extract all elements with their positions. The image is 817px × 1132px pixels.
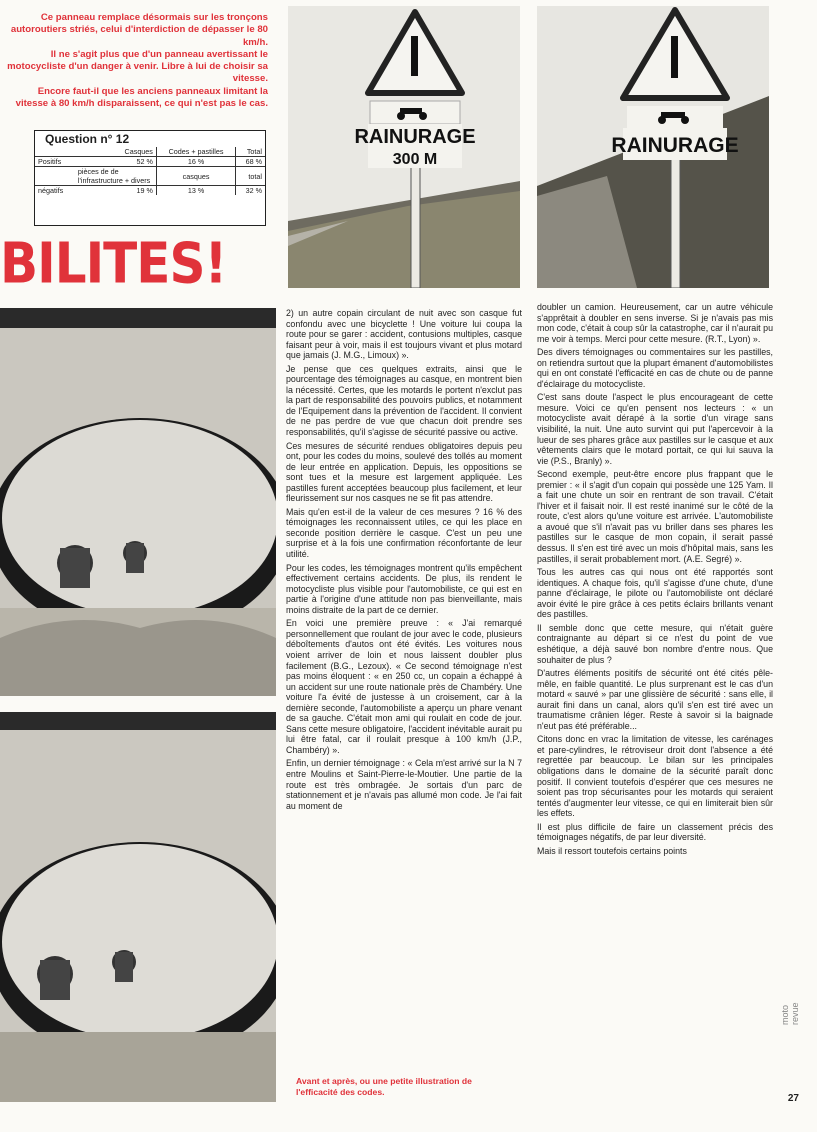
pos-cell: 52 % xyxy=(136,157,153,166)
paragraph: C'est sans doute l'aspect le plus encourageant de cette mesure. Voici ce qu'en pensent nos lecteurs : « un motocycliste avait dérapé à la sortie d'un virage sans visibilité, la nuit. Une auto survint qui put l'apercevoir à la lueur de ses phares grâce aux pastilles sur le casque et aux vêtements clairs que le motard portait, ce qui lui sauva la vie (P.S., Branly) ». xyxy=(537,392,773,466)
paragraph: Ces mesures de sécurité rendues obligatoires depuis peu ont, pour les codes du moins, soulevé des tollés au moment de leur entrée en application. Depuis, les oppositions se sont tues et la mesure est largement appliquée. Les pastilles furent acceptées beaucoup plus facilement, et leur fleurissement sur nos casques ne se fit pas attendre. xyxy=(286,440,522,504)
header-pieces: pièces de de l'infrastructure + divers xyxy=(77,167,151,185)
paragraph: Tous les autres cas qui nous ont été rapportés sont identiques. A chaque fois, qu'il s'agisse d'une chute, d'une panne d'éclairage, le pilote ou l'automobiliste ont déclaré avoir évité le pire grâce à ces petits éclairs brillants venant des pastilles. xyxy=(537,567,773,620)
paragraph: Mais qu'en est-il de la valeur de ces mesures ? 16 % des témoignages les reconnaissent utiles, ce qui les place en seconde position derrière le casque. C'est un peu une surprise et à la fois une confirmation réconfortante de leur utilité. xyxy=(286,506,522,560)
paragraph: Il est plus difficile de faire un classement précis des témoignages négatifs, de par leur diversité. xyxy=(537,821,773,843)
paragraph: doubler un camion. Heureusement, car un autre véhicule s'apprêtait à doubler en sens inverse. Si je n'avais pas mis mon code, c'était à coup sûr la catastrophe, car il n'aurait pu me voir à temps. Merci pour cette mesure. (R.T., Lyon) ». xyxy=(537,302,773,344)
paragraph: Je pense que ces quelques extraits, ainsi que le pourcentage des témoignages au casque, en montrent bien la nécessité. Certes, que les motards le portent n'exclut pas la part de responsabilité des pouvoirs publics, et notamment de l'Equipement dans la prévention de l'accident. Il convient de ne pas perdre de vue que chacun doit prendre ses responsabilités, qu'il s'agisse de sécurité passive ou active. xyxy=(286,363,522,438)
header-casques: Casques xyxy=(124,147,153,156)
sign-text-1: RAINURAGE xyxy=(354,126,476,148)
sign-photo-before xyxy=(288,6,520,288)
intro-text xyxy=(6,12,268,110)
question-table xyxy=(35,147,265,195)
paragraph: Enfin, un dernier témoignage : « Cela m'est arrivé sur la N 7 entre Moulins et Saint-Pierre-le-Moutier. Une partie de la route est très ombragée. Je sortais d'un parc de stationnement et je n'avais pas allumé mon code. Je l'ai fait au moment de xyxy=(286,758,522,811)
pos-cell: 16 % xyxy=(156,157,235,167)
paragraph: Mais il ressort toutefois certains points xyxy=(537,845,687,856)
intro-line: Encore faut-il que les anciens panneaux limitant la vitesse à 80 km/h disparaissent, ce qui n'est pas le cas. xyxy=(15,85,268,110)
header-total2: total xyxy=(236,167,265,186)
intro-line: Ce panneau remplace désormais sur les tronçons autoroutiers striés, celui d'interdiction de dépasser le 80 km/h. xyxy=(10,12,268,48)
sign-distance: 300 M xyxy=(392,151,438,168)
paragraph: En voici une première preuve : « J'ai remarqué personnellement que roulant de jour avec le code, plusieurs déboîtements d'autos ont été évités. Les voitures nous voient arriver de loin et nous laissent doubler plus facilement (B.G., Lezoux). « Ce second témoignage n'est pas moins éloquent : « en 250 cc, un copain a échappé à un accident sur une route nationale près de Chambéry. Une voiture l'a évité de justesse à un croisement, car à la dernière seconde, l'automobiliste a aperçu un phare venant de sa gauche. C'était mon ami qui roulait en code de jour. Sans cette mesure obligatoire, l'accident inévitable aurait pu lui être fatal, car il roulait presque à 100 km/h (J.P., Chambéry) ». xyxy=(286,618,522,755)
mirror-photo-before xyxy=(0,308,276,696)
mirror-photo-after xyxy=(0,712,276,1102)
header-total: Total xyxy=(236,147,265,157)
negative-label: négatifs xyxy=(38,186,64,195)
sign-text-2: RAINURAGE xyxy=(611,134,739,157)
article-column-2 xyxy=(537,302,773,859)
paragraph: D'autres éléments positifs de sécurité ont été cités pêle-mêle, en faible quantité. Le plus surprenant est le cas d'un motard « sauvé » par une glissière de sécurité : sans elle, il aurait fini dans un canal, alors qu'il s'en est tiré avec un traumatisme crânien léger. Reste à savoir si la baignade n'eut pas été préférable... xyxy=(537,668,773,731)
neg-cell: 32 % xyxy=(236,186,265,196)
paragraph: 2) un autre copain circulant de nuit avec son casque fut confondu avec une bicyclette ! Une voiture lui coupa la route pour se garer : accident, contusions multiples, casque faisant peur à voir, mais il est toujours vivant et plus motard que jamais (J. M.G., Limoux) ». xyxy=(286,308,522,361)
paragraph: Il semble donc que cette mesure, qui n'était guère contraignante au départ si ce n'est du point de vue eshétique, a déjà sauvé bon nombre d'entre nous. Que souhaiter de plus ? xyxy=(537,622,773,665)
magazine-name: moto revue xyxy=(780,1002,800,1025)
article-column-1 xyxy=(286,308,522,814)
neg-cell: 13 % xyxy=(156,186,235,196)
header-codes: Codes + pastilles xyxy=(156,147,235,157)
question-title: Question n° 12 xyxy=(45,132,130,146)
photo-caption: Avant et après, ou une petite illustration de l'efficacité des codes. xyxy=(296,1076,472,1097)
page-number: 27 xyxy=(787,1093,799,1104)
question-box xyxy=(34,130,266,226)
header-casques2: casques xyxy=(156,167,235,186)
paragraph: Citons donc en vrac la limitation de vitesse, les carénages et pare-cylindres, le rétroviseur droit dont l'absence a été regrettée par beaucoup. Le bilan sur les principales obligations dans le domaine de la sécurité paraît donc positif. Il convient toutefois d'espérer que ces mesures ne soient pas trop sécurisantes pour les motards qui seraient tentés d'augmenter leur vitesse, ce qui en limiterait bien sûr les effets. xyxy=(537,734,773,819)
paragraph: Pour les codes, les témoignages montrent qu'ils empêchent effectivement certains accidents. De plus, ils rendent le motocycliste plus visible pour l'automobiliste, ce qui est en partie à l'origine d'une attitude non pas bienveillante, mais moins distraite de la part de ce dernier. xyxy=(286,562,522,615)
headline: BILITES! xyxy=(0,230,227,296)
pos-cell: 68 % xyxy=(236,157,265,167)
neg-cell: 19 % xyxy=(136,186,153,195)
intro-line: Il ne s'agit plus que d'un panneau avertissant le motocycliste d'un danger à venir. Libre à lui de choisir sa vitesse. xyxy=(7,48,268,85)
positive-label: Positifs xyxy=(38,157,62,166)
paragraph: Second exemple, peut-être encore plus frappant que le premier : « il s'agit d'un copain qui possède une 125 Yam. Il a fait une chute un soir en rentrant de son travail. C'était l'hiver et il faisait noir. Il est resté inanimé sur le côté de la route, c'est alors qu'une voiture est arrivée. L'automobiliste a avoué que s'il n'avait pas vu briller dans ses phares les pastilles sur le casque de mon copain, il serait passé dessus. Il s'en est tiré avec un mois d'hôpital mais, sans les pastilles, il serait probablement mort. (A.E. Segré) ». xyxy=(537,469,773,564)
paragraph: Des divers témoignages ou commentaires sur les pastilles, on retiendra surtout que la plupart émanent d'automobilistes qui en ont constaté l'efficacité en cas de chute ou de panne d'éclairage du motocycliste. xyxy=(537,347,773,389)
sign-photo-after xyxy=(537,6,769,288)
